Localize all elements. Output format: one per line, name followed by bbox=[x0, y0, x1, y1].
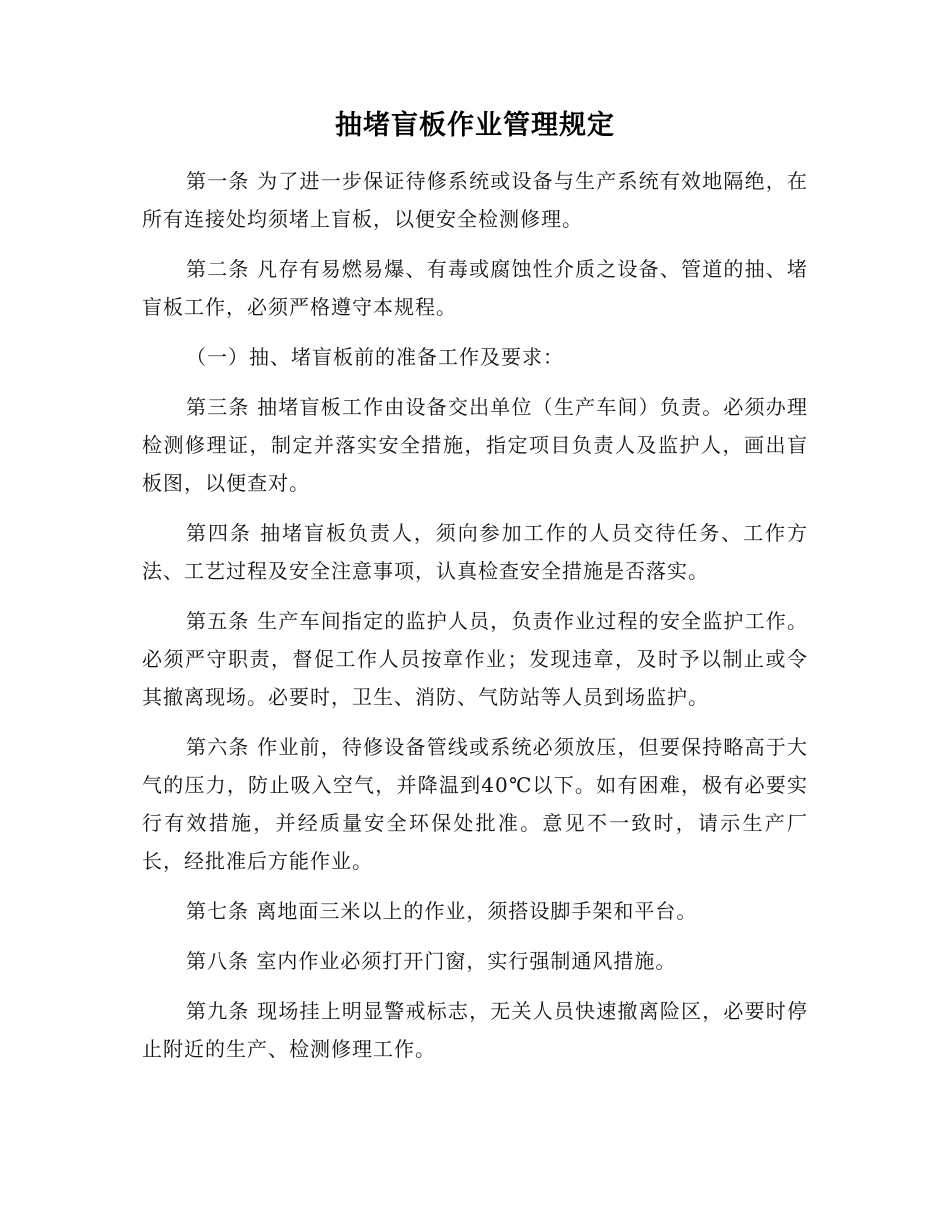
article-4-paragraph: 第四条 抽堵盲板负责人，须向参加工作的人员交待任务、工作方法、工艺过程及安全注意事项，认真检查安全措施是否落实。 bbox=[142, 521, 808, 583]
article-1-paragraph: 第一条 为了进一步保证待修系统或设备与生产系统有效地隔绝，在所有连接处均须堵上盲板，以便安全检测修理。 bbox=[142, 169, 808, 231]
section-heading-preparation: （一）抽、堵盲板前的准备工作及要求： bbox=[186, 345, 564, 369]
article-7-paragraph: 第七条 离地面三米以上的作业，须搭设脚手架和平台。 bbox=[186, 899, 698, 923]
document-title: 抽堵盲板作业管理规定 bbox=[335, 110, 615, 141]
article-6-paragraph: 第六条 作业前，待修设备管线或系统必须放压，但要保持略高于大气的压力，防止吸入空气，并降温到40℃以下。如有困难，极有必要实行有效措施，并经质量安全环保处批准。意见不一致时，请示生产厂长，经批准后方能作业。 bbox=[142, 735, 808, 873]
article-5-paragraph: 第五条 生产车间指定的监护人员，负责作业过程的安全监护工作。必须严守职责，督促工作人员按章作业；发现违章，及时予以制止或令其撤离现场。必要时，卫生、消防、气防站等人员到场监护。 bbox=[142, 609, 808, 709]
article-3-paragraph: 第三条 抽堵盲板工作由设备交出单位（生产车间）负责。必须办理检测修理证，制定并落实安全措施，指定项目负责人及监护人，画出盲板图，以便查对。 bbox=[142, 395, 808, 495]
document-body bbox=[142, 162, 808, 1080]
article-8-paragraph: 第八条 室内作业必须打开门窗，实行强制通风措施。 bbox=[186, 949, 677, 973]
article-2-paragraph: 第二条 凡存有易燃易爆、有毒或腐蚀性介质之设备、管道的抽、堵盲板工作，必须严格遵守本规程。 bbox=[142, 257, 808, 319]
article-9-paragraph: 第九条 现场挂上明显警戒标志，无关人员快速撤离险区，必要时停止附近的生产、检测修理工作。 bbox=[142, 999, 808, 1061]
